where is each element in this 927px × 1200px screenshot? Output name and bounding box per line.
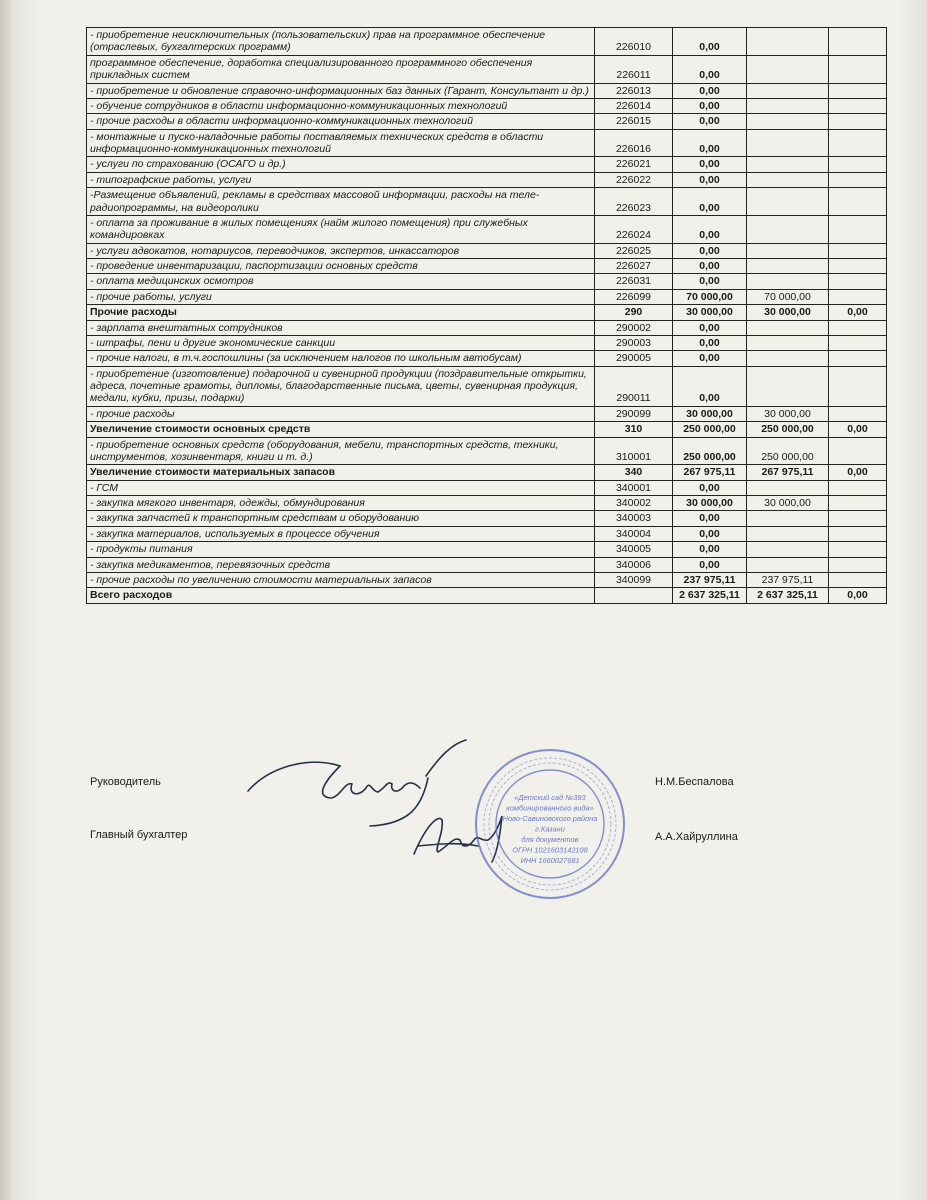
row-code-cell: 226024 <box>595 215 673 243</box>
row-amount-cell <box>747 172 829 187</box>
row-amount-cell: 70 000,00 <box>747 289 829 304</box>
row-code-cell: 226013 <box>595 83 673 98</box>
row-amount-cell <box>747 335 829 350</box>
row-code-cell: 290011 <box>595 366 673 406</box>
row-amount-cell <box>747 28 829 56</box>
row-balance-cell <box>829 496 887 511</box>
row-code-cell: 290 <box>595 305 673 320</box>
table-row <box>87 83 887 98</box>
row-balance-cell <box>829 157 887 172</box>
row-amount-cell <box>747 557 829 572</box>
row-balance-cell: 0,00 <box>829 465 887 480</box>
row-code-cell: 226099 <box>595 289 673 304</box>
row-name-cell: - закупка материалов, используемых в процессе обучения <box>87 526 595 541</box>
table-row <box>87 259 887 274</box>
row-name-cell: - продукты питания <box>87 542 595 557</box>
row-balance-cell <box>829 542 887 557</box>
row-amount-cell: 30 000,00 <box>747 305 829 320</box>
row-name-cell: программное обеспечение, доработка специализированного программного обеспечения прикладных систем <box>87 55 595 83</box>
row-balance-cell <box>829 572 887 587</box>
row-balance-cell <box>829 129 887 157</box>
table-row <box>87 215 887 243</box>
row-code-cell: 290003 <box>595 335 673 350</box>
table-row <box>87 129 887 157</box>
row-amount-cell <box>747 259 829 274</box>
row-amount-cell <box>747 366 829 406</box>
row-plan-cell: 30 000,00 <box>673 406 747 421</box>
row-name-cell: - услуги адвокатов, нотариусов, переводчиков, экспертов, инкассаторов <box>87 243 595 258</box>
row-balance-cell <box>829 406 887 421</box>
row-name-cell: Увеличение стоимости материальных запасов <box>87 465 595 480</box>
row-balance-cell <box>829 437 887 465</box>
row-balance-cell <box>829 274 887 289</box>
row-amount-cell <box>747 55 829 83</box>
stamp-text-line: комбинированного вида» <box>506 803 594 813</box>
row-amount-cell <box>747 129 829 157</box>
row-balance-cell <box>829 188 887 216</box>
row-plan-cell: 0,00 <box>673 215 747 243</box>
row-code-cell: 340002 <box>595 496 673 511</box>
row-amount-cell <box>747 98 829 113</box>
row-plan-cell: 0,00 <box>673 188 747 216</box>
row-balance-cell <box>829 98 887 113</box>
row-balance-cell <box>829 83 887 98</box>
stamp-text-line: для документов <box>521 835 579 844</box>
row-code-cell: 290005 <box>595 351 673 366</box>
row-plan-cell: 0,00 <box>673 129 747 157</box>
row-plan-cell: 0,00 <box>673 172 747 187</box>
row-amount-cell: 2 637 325,11 <box>747 588 829 603</box>
row-amount-cell <box>747 157 829 172</box>
row-balance-cell: 0,00 <box>829 305 887 320</box>
row-amount-cell <box>747 243 829 258</box>
row-plan-cell: 0,00 <box>673 98 747 113</box>
row-amount-cell <box>747 83 829 98</box>
row-name-cell: - прочие расходы <box>87 406 595 421</box>
row-code-cell: 226027 <box>595 259 673 274</box>
row-balance-cell <box>829 243 887 258</box>
row-plan-cell: 0,00 <box>673 511 747 526</box>
row-name-cell: - услуги по страхованию (ОСАГО и др.) <box>87 157 595 172</box>
row-name-cell: - прочие работы, услуги <box>87 289 595 304</box>
row-code-cell: 290002 <box>595 320 673 335</box>
table-row <box>87 496 887 511</box>
row-plan-cell: 0,00 <box>673 28 747 56</box>
table-row <box>87 588 887 603</box>
row-name-cell: - штрафы, пени и другие экономические санкции <box>87 335 595 350</box>
stamp-text-line: ИНН 1660027681 <box>520 856 580 865</box>
row-balance-cell <box>829 335 887 350</box>
row-plan-cell: 0,00 <box>673 480 747 495</box>
row-code-cell: 226025 <box>595 243 673 258</box>
row-name-cell: Прочие расходы <box>87 305 595 320</box>
row-code-cell: 340005 <box>595 542 673 557</box>
table-row <box>87 557 887 572</box>
row-amount-cell <box>747 320 829 335</box>
row-name-cell: - обучение сотрудников в области информационно-коммуникационных технологий <box>87 98 595 113</box>
row-amount-cell: 30 000,00 <box>747 496 829 511</box>
table-row <box>87 335 887 350</box>
stamp-text-line: ОГРН 1021603142108 <box>512 845 588 855</box>
row-balance-cell <box>829 172 887 187</box>
row-amount-cell <box>747 526 829 541</box>
table-row <box>87 172 887 187</box>
row-amount-cell <box>747 274 829 289</box>
row-balance-cell <box>829 289 887 304</box>
row-plan-cell: 0,00 <box>673 83 747 98</box>
row-name-cell: - закупка запчастей к транспортным средствам и оборудованию <box>87 511 595 526</box>
row-amount-cell <box>747 511 829 526</box>
row-balance-cell <box>829 55 887 83</box>
row-amount-cell <box>747 480 829 495</box>
row-name-cell: - типографские работы, услуги <box>87 172 595 187</box>
row-code-cell <box>595 588 673 603</box>
row-name-cell: - оплата за проживание в жилых помещениях (найм жилого помещения) при служебных командировках <box>87 215 595 243</box>
stamp-text-line: г.Казани <box>535 824 565 834</box>
row-code-cell: 226023 <box>595 188 673 216</box>
row-amount-cell <box>747 542 829 557</box>
row-plan-cell: 30 000,00 <box>673 496 747 511</box>
row-plan-cell: 70 000,00 <box>673 289 747 304</box>
row-name-cell: - приобретение основных средств (оборудования, мебели, транспортных средств, техники, инструментов, хозинвентаря, книги и т. д.) <box>87 437 595 465</box>
table-row <box>87 157 887 172</box>
row-amount-cell <box>747 188 829 216</box>
row-amount-cell: 250 000,00 <box>747 437 829 465</box>
row-balance-cell <box>829 351 887 366</box>
expenses-table <box>86 27 887 604</box>
row-code-cell: 310001 <box>595 437 673 465</box>
row-name-cell: - приобретение и обновление справочно-информационных баз данных (Гарант, Консультант и др.) <box>87 83 595 98</box>
row-balance-cell <box>829 557 887 572</box>
row-balance-cell <box>829 28 887 56</box>
row-balance-cell <box>829 114 887 129</box>
row-plan-cell: 2 637 325,11 <box>673 588 747 603</box>
row-code-cell: 226014 <box>595 98 673 113</box>
row-plan-cell: 0,00 <box>673 243 747 258</box>
table-row <box>87 55 887 83</box>
table-row <box>87 188 887 216</box>
row-amount-cell <box>747 351 829 366</box>
row-balance-cell <box>829 526 887 541</box>
row-name-cell: - проведение инвентаризации, паспортизации основных средств <box>87 259 595 274</box>
row-plan-cell: 250 000,00 <box>673 437 747 465</box>
row-name-cell: - прочие налоги, в т.ч.госпошлины (за исключением налогов по школьным автобусам) <box>87 351 595 366</box>
row-code-cell: 226021 <box>595 157 673 172</box>
stamp-text-line: Ново-Савиновского района <box>502 814 598 823</box>
row-plan-cell: 0,00 <box>673 542 747 557</box>
row-plan-cell: 0,00 <box>673 259 747 274</box>
row-code-cell: 340003 <box>595 511 673 526</box>
row-name-cell: - зарплата внештатных сотрудников <box>87 320 595 335</box>
row-plan-cell: 0,00 <box>673 157 747 172</box>
table-row <box>87 526 887 541</box>
table-row <box>87 28 887 56</box>
row-code-cell: 340099 <box>595 572 673 587</box>
row-plan-cell: 0,00 <box>673 526 747 541</box>
row-name-cell: Увеличение стоимости основных средств <box>87 422 595 437</box>
row-code-cell: 340 <box>595 465 673 480</box>
row-name-cell: -Размещение объявлений, рекламы в средствах массовой информации, расходы на теле-радиопрограммы, на видеоролики <box>87 188 595 216</box>
row-name-cell: - прочие расходы по увеличению стоимости материальных запасов <box>87 572 595 587</box>
row-code-cell: 226031 <box>595 274 673 289</box>
table-row <box>87 422 887 437</box>
row-code-cell: 226015 <box>595 114 673 129</box>
row-plan-cell: 237 975,11 <box>673 572 747 587</box>
row-code-cell: 290099 <box>595 406 673 421</box>
row-balance-cell <box>829 259 887 274</box>
row-plan-cell: 0,00 <box>673 335 747 350</box>
row-name-cell: - прочие расходы в области информационно-коммуникационных технологий <box>87 114 595 129</box>
row-balance-cell <box>829 320 887 335</box>
table-row <box>87 437 887 465</box>
table-row <box>87 572 887 587</box>
row-plan-cell: 0,00 <box>673 557 747 572</box>
expenses-table-body <box>87 28 887 604</box>
head-label: Руководитель <box>90 776 161 788</box>
row-balance-cell: 0,00 <box>829 588 887 603</box>
row-plan-cell: 0,00 <box>673 351 747 366</box>
row-amount-cell: 250 000,00 <box>747 422 829 437</box>
row-amount-cell: 267 975,11 <box>747 465 829 480</box>
table-row <box>87 366 887 406</box>
row-balance-cell: 0,00 <box>829 422 887 437</box>
row-code-cell: 340006 <box>595 557 673 572</box>
row-name-cell: - приобретение неисключительных (пользовательских) прав на программное обеспечение (отраслевых, бухгалтерских программ) <box>87 28 595 56</box>
table-row <box>87 320 887 335</box>
accountant-name: А.А.Хайруллина <box>655 831 738 843</box>
table-row <box>87 511 887 526</box>
row-amount-cell: 237 975,11 <box>747 572 829 587</box>
table-row <box>87 114 887 129</box>
row-code-cell: 340004 <box>595 526 673 541</box>
organization-stamp <box>474 748 626 900</box>
table-row <box>87 289 887 304</box>
row-code-cell: 340001 <box>595 480 673 495</box>
row-name-cell: Всего расходов <box>87 588 595 603</box>
table-row <box>87 406 887 421</box>
row-plan-cell: 0,00 <box>673 320 747 335</box>
row-code-cell: 226022 <box>595 172 673 187</box>
row-balance-cell <box>829 215 887 243</box>
stamp-text-line: «Детский сад №393 <box>514 793 586 802</box>
row-amount-cell <box>747 114 829 129</box>
row-amount-cell <box>747 215 829 243</box>
row-plan-cell: 267 975,11 <box>673 465 747 480</box>
row-plan-cell: 30 000,00 <box>673 305 747 320</box>
row-name-cell: - приобретение (изготовление) подарочной и сувенирной продукции (поздравительные открытки, адреса, почетные грамоты, дипломы, благодарственные письма, цветы, сувенирная продукция, медали, кубки, призы, подарки) <box>87 366 595 406</box>
row-balance-cell <box>829 480 887 495</box>
row-plan-cell: 0,00 <box>673 114 747 129</box>
row-plan-cell: 0,00 <box>673 274 747 289</box>
table-row <box>87 98 887 113</box>
row-code-cell: 226011 <box>595 55 673 83</box>
row-plan-cell: 0,00 <box>673 55 747 83</box>
row-plan-cell: 0,00 <box>673 366 747 406</box>
row-name-cell: - закупка мягкого инвентаря, одежды, обмундирования <box>87 496 595 511</box>
row-name-cell: - монтажные и пуско-наладочные работы поставляемых технических средств в области информационно-коммуникационных технологий <box>87 129 595 157</box>
table-row <box>87 243 887 258</box>
row-balance-cell <box>829 366 887 406</box>
table-row <box>87 465 887 480</box>
table-row <box>87 542 887 557</box>
table-row <box>87 305 887 320</box>
row-amount-cell: 30 000,00 <box>747 406 829 421</box>
row-code-cell: 310 <box>595 422 673 437</box>
row-code-cell: 226016 <box>595 129 673 157</box>
row-name-cell: - закупка медикаментов, перевязочных средств <box>87 557 595 572</box>
head-name: Н.М.Беспалова <box>655 776 734 788</box>
table-row <box>87 274 887 289</box>
row-name-cell: - ГСМ <box>87 480 595 495</box>
row-plan-cell: 250 000,00 <box>673 422 747 437</box>
table-row <box>87 351 887 366</box>
row-name-cell: - оплата медицинских осмотров <box>87 274 595 289</box>
accountant-label: Главный бухгалтер <box>90 829 188 841</box>
row-balance-cell <box>829 511 887 526</box>
row-code-cell: 226010 <box>595 28 673 56</box>
table-row <box>87 480 887 495</box>
